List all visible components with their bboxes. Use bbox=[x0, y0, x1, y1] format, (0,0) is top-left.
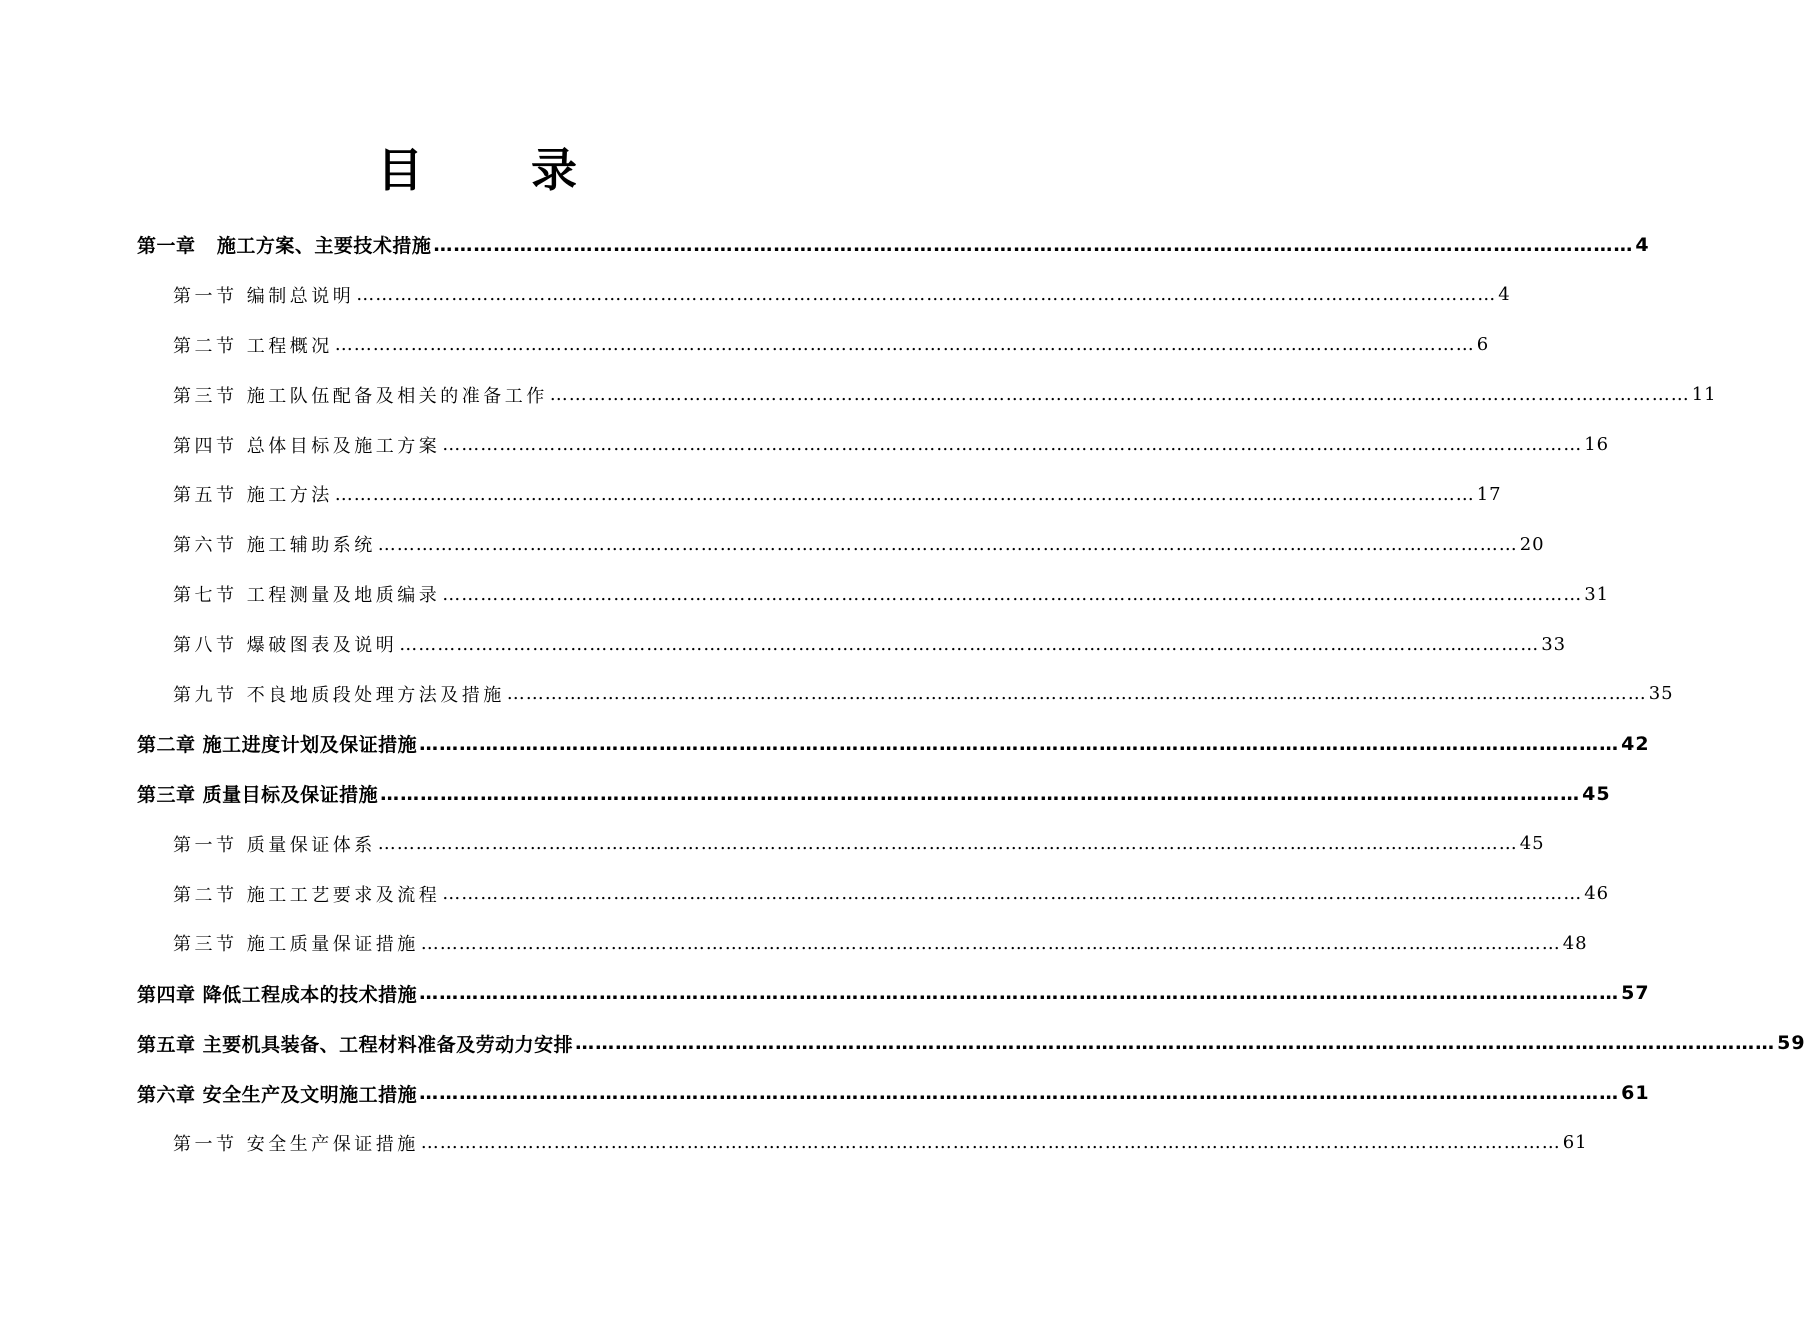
toc-title: 目 录 bbox=[376, 143, 623, 197]
toc-page-number: 57 bbox=[1621, 982, 1650, 1005]
toc-leader-dots: ……………………………………………………………………………………………………………………………………………………………… bbox=[334, 334, 1475, 356]
toc-section-label: 第一节 安全生产保证措施 bbox=[173, 1133, 419, 1155]
toc-page-number: 35 bbox=[1648, 683, 1674, 705]
toc-chapter-label: 第五章 主要机具装备、工程材料准备及劳动力安排 bbox=[137, 1033, 574, 1056]
toc-section-entry[interactable] bbox=[0, 569, 1610, 619]
toc-leader-dots: ……………………………………………………………………………………………………………………………………………………………… bbox=[356, 284, 1497, 306]
toc-chapter-entry[interactable] bbox=[0, 220, 1650, 270]
toc-page-number: 46 bbox=[1584, 883, 1610, 905]
toc-leader-dots: ……………………………………………………………………………………………………………………………………………………………… bbox=[334, 483, 1475, 505]
toc-page-number: 59 bbox=[1777, 1032, 1806, 1055]
toc-chapter-entry[interactable] bbox=[0, 1068, 1650, 1118]
toc-section-entry[interactable] bbox=[0, 918, 1588, 968]
toc-section-entry[interactable] bbox=[0, 420, 1610, 470]
toc-section-label: 第一节 质量保证体系 bbox=[173, 834, 376, 856]
toc-section-entry[interactable] bbox=[0, 819, 1545, 869]
toc-leader-dots: ……………………………………………………………………………………………………………………………………………………………… bbox=[506, 683, 1647, 705]
toc-leader-dots: ……………………………………………………………………………………………………………………………………………………………… bbox=[442, 583, 1583, 605]
toc-section-entry[interactable] bbox=[0, 619, 1567, 669]
toc-page-number: 33 bbox=[1541, 633, 1567, 655]
toc-section-label: 第九节 不良地质段处理方法及措施 bbox=[173, 684, 505, 706]
toc-section-entry[interactable] bbox=[0, 1118, 1588, 1168]
toc-page-number: 31 bbox=[1584, 583, 1610, 605]
toc-section-label: 第二节 施工工艺要求及流程 bbox=[173, 884, 441, 906]
toc-leader-dots: ……………………………………………………………………………………………………………………………………………………………… bbox=[380, 782, 1581, 805]
toc-leader-dots: ……………………………………………………………………………………………………………………………………………………………… bbox=[575, 1032, 1776, 1055]
toc-section-label: 第三节 施工队伍配备及相关的准备工作 bbox=[173, 385, 548, 407]
toc-leader-dots: ……………………………………………………………………………………………………………………………………………………………… bbox=[419, 982, 1620, 1005]
toc-leader-dots: ……………………………………………………………………………………………………………………………………………………………… bbox=[420, 932, 1561, 954]
toc-chapter-label: 第三章 质量目标及保证措施 bbox=[137, 784, 379, 807]
toc-page-number: 42 bbox=[1621, 732, 1650, 755]
toc-page-number: 11 bbox=[1691, 384, 1717, 406]
toc-leader-dots: ……………………………………………………………………………………………………………………………………………………………… bbox=[419, 1082, 1620, 1105]
toc-section-label: 第二节 工程概况 bbox=[173, 335, 333, 357]
toc-leader-dots: ……………………………………………………………………………………………………………………………………………………………… bbox=[419, 732, 1620, 755]
toc-leader-dots: ……………………………………………………………………………………………………………………………………………………………… bbox=[377, 533, 1518, 555]
toc-page-number: 61 bbox=[1621, 1082, 1650, 1105]
toc-chapter-label: 第四章 降低工程成本的技术措施 bbox=[137, 983, 418, 1006]
toc-leader-dots: ……………………………………………………………………………………………………………………………………………………………… bbox=[442, 434, 1583, 455]
toc-leader-dots: ……………………………………………………………………………………………………………………………………………………………… bbox=[442, 883, 1583, 905]
toc-leader-dots: ……………………………………………………………………………………………………………………………………………………………… bbox=[399, 633, 1540, 655]
toc-chapter-entry[interactable] bbox=[0, 1018, 1806, 1068]
toc-section-entry[interactable] bbox=[0, 270, 1511, 320]
toc-page-number: 16 bbox=[1584, 434, 1610, 455]
toc-section-entry[interactable] bbox=[0, 320, 1490, 370]
toc-chapter-label: 第六章 安全生产及文明施工措施 bbox=[137, 1083, 418, 1106]
toc-page-number: 6 bbox=[1476, 334, 1490, 356]
toc-section-label: 第三节 施工质量保证措施 bbox=[173, 934, 419, 956]
toc-page-number: 17 bbox=[1476, 483, 1502, 505]
toc-section-entry[interactable] bbox=[0, 669, 1674, 719]
toc-section-entry[interactable] bbox=[0, 370, 1717, 420]
toc-section-label: 第一节 编制总说明 bbox=[173, 285, 355, 307]
toc-page-number: 61 bbox=[1562, 1132, 1588, 1154]
toc-chapter-entry[interactable] bbox=[0, 719, 1650, 769]
toc-leader-dots: ……………………………………………………………………………………………………………………………………………………………… bbox=[549, 384, 1690, 406]
toc-list bbox=[0, 220, 1806, 1168]
toc-section-entry[interactable] bbox=[0, 469, 1502, 519]
toc-chapter-label: 第一章 施工方案、主要技术措施 bbox=[137, 235, 432, 258]
toc-leader-dots: ……………………………………………………………………………………………………………………………………………………………… bbox=[433, 233, 1634, 256]
toc-leader-dots: ……………………………………………………………………………………………………………………………………………………………… bbox=[420, 1132, 1561, 1154]
toc-page-number: 48 bbox=[1562, 932, 1588, 954]
toc-section-label: 第五节 施工方法 bbox=[173, 485, 333, 507]
toc-page-number: 45 bbox=[1582, 782, 1611, 805]
toc-page-number: 4 bbox=[1635, 233, 1650, 256]
toc-page-number: 20 bbox=[1519, 533, 1545, 555]
toc-chapter-label: 第二章 施工进度计划及保证措施 bbox=[137, 734, 418, 757]
toc-section-entry[interactable] bbox=[0, 869, 1610, 919]
toc-page-number: 4 bbox=[1498, 284, 1511, 306]
toc-section-label: 第四节 总体目标及施工方案 bbox=[173, 435, 441, 457]
toc-leader-dots: ……………………………………………………………………………………………………………………………………………………………… bbox=[377, 833, 1518, 855]
toc-section-label: 第六节 施工辅助系统 bbox=[173, 535, 376, 557]
toc-chapter-entry[interactable] bbox=[0, 769, 1611, 819]
toc-page-number: 45 bbox=[1519, 833, 1545, 855]
toc-section-label: 第七节 工程测量及地质编录 bbox=[173, 585, 441, 607]
toc-section-label: 第八节 爆破图表及说明 bbox=[173, 635, 398, 657]
toc-section-entry[interactable] bbox=[0, 519, 1545, 569]
toc-chapter-entry[interactable] bbox=[0, 968, 1650, 1018]
